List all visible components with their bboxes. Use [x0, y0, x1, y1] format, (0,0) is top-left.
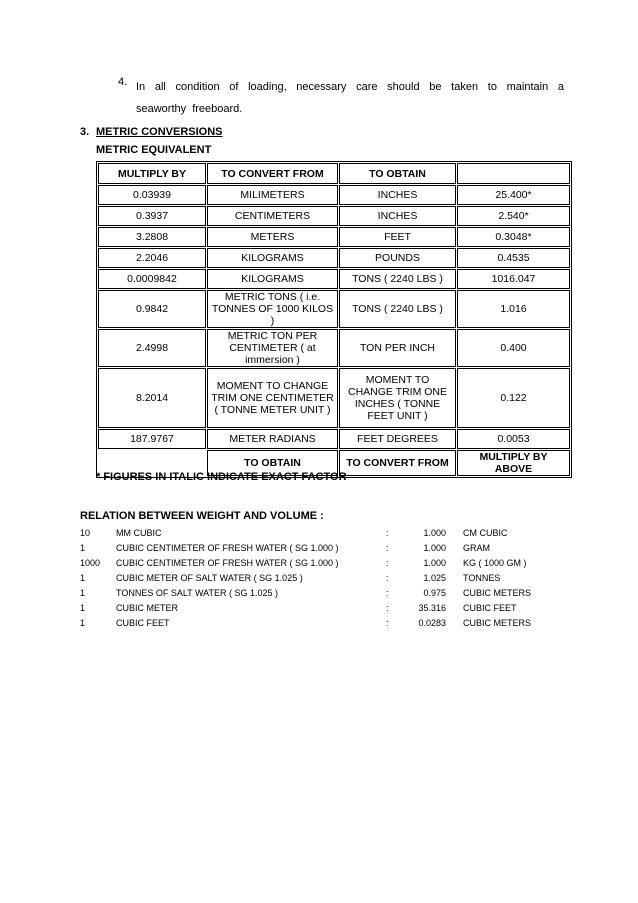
relation-quantity: 1 — [80, 618, 86, 628]
table-cell: KILOGRAMS — [207, 269, 338, 289]
relation-title: RELATION BETWEEN WEIGHT AND VOLUME : — [80, 510, 324, 522]
table-cell: METER RADIANS — [207, 429, 338, 449]
table-cell: 2.4998 — [98, 329, 206, 367]
relation-value: 1.000 — [423, 558, 446, 568]
list-item — [80, 618, 560, 633]
table-cell: 1016.047 — [457, 269, 570, 289]
table-cell: METERS — [207, 227, 338, 247]
relation-value: 35.316 — [418, 603, 446, 613]
relation-unit: CUBIC METERS — [463, 588, 532, 598]
table-cell: 187.9767 — [98, 429, 206, 449]
relation-colon: : — [386, 588, 389, 598]
list-item — [80, 603, 560, 618]
relation-description: CUBIC METER OF SALT WATER ( SG 1.025 ) — [116, 573, 303, 583]
relation-description: MM CUBIC — [116, 528, 162, 538]
table-cell: KILOGRAMS — [207, 248, 338, 268]
table-row — [98, 248, 570, 268]
relation-colon: : — [386, 573, 389, 583]
relation-value: 0.0283 — [418, 618, 446, 628]
table-cell: TON PER INCH — [339, 329, 456, 367]
section-subtitle: METRIC EQUIVALENT — [96, 144, 212, 156]
relation-colon: : — [386, 603, 389, 613]
relation-description: CUBIC METER — [116, 603, 179, 613]
relation-quantity: 1 — [80, 543, 86, 553]
relation-unit: CUBIC METERS — [463, 618, 532, 628]
table-cell: 3.2808 — [98, 227, 206, 247]
table-cell: 0.122 — [457, 368, 570, 428]
table-cell: INCHES — [339, 206, 456, 226]
table-cell: 0.3937 — [98, 206, 206, 226]
table-cell: 0.400 — [457, 329, 570, 367]
relation-unit: KG ( 1000 GM ) — [463, 558, 527, 568]
relation-quantity: 1 — [80, 573, 86, 583]
relation-unit: CM CUBIC — [463, 528, 508, 538]
table-cell: 0.03939 — [98, 185, 206, 205]
table-cell: MILIMETERS — [207, 185, 338, 205]
footer-cell: TO OBTAIN — [207, 450, 338, 476]
relation-unit: CUBIC FEET — [463, 603, 517, 613]
table-row — [98, 329, 570, 367]
list-item — [80, 573, 560, 588]
relation-unit: GRAM — [463, 543, 490, 553]
table-cell: TONS ( 2240 LBS ) — [339, 269, 456, 289]
section-title: METRIC CONVERSIONS — [96, 126, 223, 138]
table-cell: FEET DEGREES — [339, 429, 456, 449]
table-cell: TONS ( 2240 LBS ) — [339, 290, 456, 328]
table-cell: INCHES — [339, 185, 456, 205]
header-cell: MULTIPLY BY — [98, 163, 206, 184]
relation-description: TONNES OF SALT WATER ( SG 1.025 ) — [116, 588, 279, 598]
relation-value: 1.025 — [423, 573, 446, 583]
relation-description: CUBIC CENTIMETER OF FRESH WATER ( SG 1.000 ) — [116, 543, 339, 553]
list-item — [80, 558, 560, 573]
table-cell: 0.9842 — [98, 290, 206, 328]
exact-factor-note: * FIGURES IN ITALIC INDICATE EXACT FACTOR — [96, 471, 347, 483]
table-cell: 25.400* — [457, 185, 570, 205]
relation-description: CUBIC FEET — [116, 618, 170, 628]
table-row — [98, 206, 570, 226]
table-cell: POUNDS — [339, 248, 456, 268]
header-cell: TO OBTAIN — [339, 163, 456, 184]
table-row — [98, 429, 570, 449]
list-item — [80, 588, 560, 603]
table-cell: 0.4535 — [457, 248, 570, 268]
relation-value: 0.975 — [423, 588, 446, 598]
table-header-row — [98, 163, 570, 184]
relation-quantity: 10 — [80, 528, 91, 538]
table-row — [98, 368, 570, 428]
relation-list — [80, 528, 560, 633]
relation-colon: : — [386, 543, 389, 553]
header-cell — [457, 163, 570, 184]
table-cell: FEET — [339, 227, 456, 247]
table-cell: 2.540* — [457, 206, 570, 226]
table-cell: 1.016 — [457, 290, 570, 328]
table-row — [98, 227, 570, 247]
section-number: 3. — [80, 126, 90, 138]
list-item — [80, 528, 560, 543]
relation-quantity: 1000 — [80, 558, 101, 568]
table-row — [98, 269, 570, 289]
table-cell: 0.0009842 — [98, 269, 206, 289]
metric-conversion-table — [96, 161, 572, 478]
relation-description: CUBIC CENTIMETER OF FRESH WATER ( SG 1.000 ) — [116, 558, 339, 568]
table-cell: MOMENT TO CHANGE TRIM ONE CENTIMETER ( TONNE METER UNIT ) — [207, 368, 338, 428]
table-cell: METRIC TONS ( i.e. TONNES OF 1000 KILOS ) — [207, 290, 338, 328]
list-item-text: In all condition of loading, necessary care should be taken to maintain a seaworthy freeboard. — [136, 81, 564, 115]
relation-colon: : — [386, 618, 389, 628]
relation-unit: TONNES — [463, 573, 501, 583]
relation-quantity: 1 — [80, 603, 86, 613]
relation-colon: : — [386, 558, 389, 568]
list-item-number: 4. — [118, 76, 128, 88]
table-row — [98, 290, 570, 328]
relation-quantity: 1 — [80, 588, 86, 598]
table-cell: 8.2014 — [98, 368, 206, 428]
relation-value: 1.000 — [423, 543, 446, 553]
table-cell: 0.0053 — [457, 429, 570, 449]
table-cell: 0.3048* — [457, 227, 570, 247]
table-cell: METRIC TON PER CENTIMETER ( at immersion ) — [207, 329, 338, 367]
table-cell: 2.2046 — [98, 248, 206, 268]
table-row — [98, 185, 570, 205]
relation-value: 1.000 — [423, 528, 446, 538]
footer-cell: TO CONVERT FROM — [339, 450, 456, 476]
relation-colon: : — [386, 528, 389, 538]
list-item — [80, 543, 560, 558]
footer-cell: MULTIPLY BY ABOVE — [457, 450, 570, 476]
table-cell: CENTIMETERS — [207, 206, 338, 226]
table-cell: MOMENT TO CHANGE TRIM ONE INCHES ( TONNE FEET UNIT ) — [339, 368, 456, 428]
header-cell: TO CONVERT FROM — [207, 163, 338, 184]
